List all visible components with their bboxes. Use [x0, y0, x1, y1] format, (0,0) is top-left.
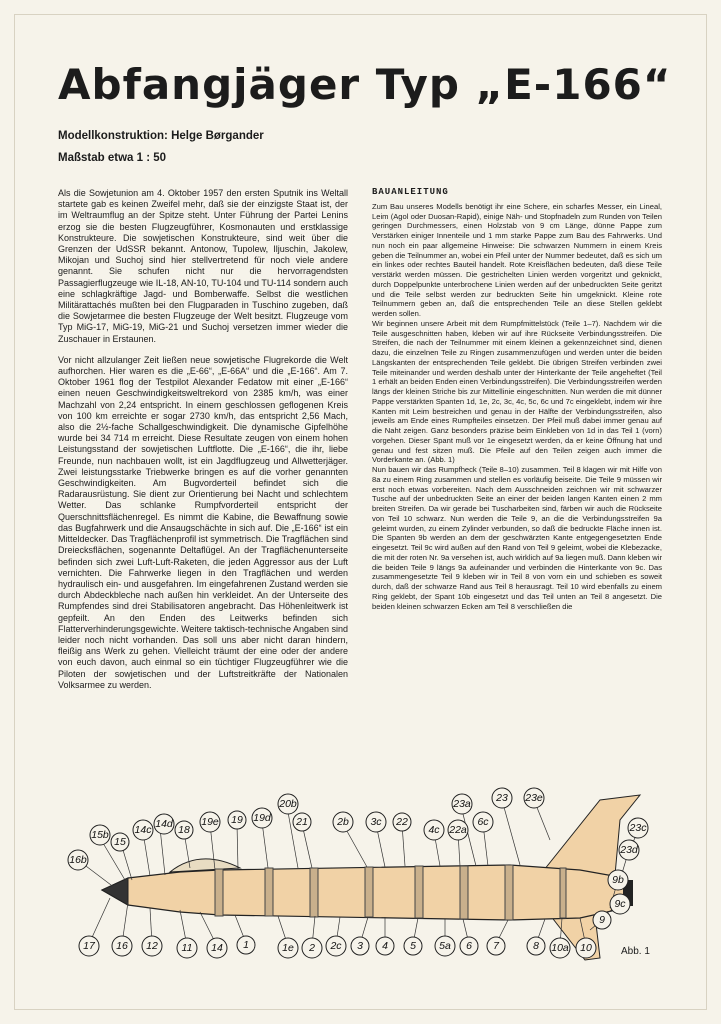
callout	[142, 936, 162, 956]
callout	[112, 936, 132, 956]
callout	[326, 936, 346, 956]
callout-label: 1e	[282, 942, 294, 954]
callouts-bottom	[79, 936, 596, 958]
callout	[252, 808, 272, 828]
callout	[302, 938, 322, 958]
callout-label: 23c	[629, 822, 647, 834]
intro-column	[58, 188, 348, 736]
callout-label: 17	[83, 940, 95, 952]
callout	[628, 818, 648, 838]
callout-label: 3c	[370, 816, 382, 828]
callout-label: 15	[114, 836, 126, 848]
callout-label: 3	[357, 940, 363, 952]
callout-label: 2	[309, 942, 315, 954]
callout-label: 5	[410, 940, 416, 952]
figure-caption: Abb. 1	[621, 946, 650, 957]
callout-label: 10a	[551, 942, 569, 954]
callout	[393, 813, 411, 831]
callout-label: 7	[493, 940, 499, 952]
callout-label: 23e	[525, 792, 543, 804]
callout-label: 23	[496, 792, 508, 804]
callout	[90, 825, 110, 845]
callout	[610, 894, 630, 914]
callout	[593, 911, 611, 929]
callout-label: 19d	[253, 812, 271, 824]
callout-label: 15b	[91, 829, 109, 841]
callout	[228, 811, 246, 829]
callout-label: 2c	[330, 940, 342, 952]
callout	[111, 833, 129, 851]
callout	[177, 938, 197, 958]
callout	[207, 938, 227, 958]
intro-paragraph: Als die Sowjetunion am 4. Oktober 1957 den ersten Sputnik ins Weltall startete gab es keinen Zweifel mehr, daß sie der einzigste Staat ist, der im Weltraumflug an der Spitze steht. Unter Führung der Partei Lenins erzog sie die besten Flugzeugführer, Kosmonauten und erstklassige Konstrukteure. Die sowjetischen Konstrukteure, sind weit über die Grenzen der UdSSR bekannt. Antonow, Tupolew, Iljuschin, Jakolew, Mikojan und Suchoj sind hier stellvertretend für noch viele andere genannt. Sie schufen nicht nur die hervorragendsten Passagierflugzeuge wie IL-18, AN-10, TU-104 und TU-114 sondern auch eine schlagkräftige Jagd- und Bomberwaffe. Selbst die westlichen Militärattachés mußten bei den Flugparaden in Tuschino zugeben, daß die Sowjetarmee die besten Flugzeuge der Welt besitzt. Flugzeuge vom Typ MiG-17, MiG-19, MiG-21 und Suchoj versetzen immer wieder die Zuschauer in Erstaunen.	[58, 188, 348, 344]
intro-paragraph: Vor nicht allzulanger Zeit ließen neue sowjetische Flugrekorde die Welt aufhorchen. Hier waren es die „E-66“, „E-66A“ und die „E-166“. Am 7. Oktober 1961 flog der Testpilot Alexander Fedatow mit einer „E-166“ einen neuen Geschwindigkeitsweltrekord von 2385 km/h, was einer Machzahl von 2,24 entspricht. In einem geschlossen geflogenen Kreis von 100 km erreichte er sogar 2730 km/h, das entspricht 2,56 Mach, also die 2½-fache Schallgeschwindigkeit. Die dynamische Gipfelhöhe wurde bei 34 714 m erreicht. Diese Resultate zeugen von einem hohen Leistungsstand der sowjetischen Luftflotte. Die „E-166“, die ihr, liebe Freunde, nun nachbauen wollt, ist ein Jagdflugzeug und Allwetterjäger. Zwei leistungsstarke Triebwerke bringen es auf die vorher genannten Geschwindigkeiten. Am Bugvorderteil befindet sich die Radarausrüstung. Sie dient zur Orientierung bei Nacht und schlechtem Wetter. Das schlanke Rumpfvorderteil entspricht der Querschnittsflächenregel. Es nimmt die Kabine, die Bewaffnung sowie das Bugfahrwerk und die Ansaugschächte in sich auf. Die „E-166“ ist ein Mitteldecker. Das Tragflächenprofil ist symmetrisch. Die Tragflächen sind Dreiecksflächen, sogenannte Deltaflügel. An der Tragflächenunterseite befinden sich zwei Luft-Luft-Raketen, die jeden Aggressor aus der Luft vernichten. Die Fahrwerke liegen in den Tragflächen und werden hydraulisch ein- und ausgefahren. Im eingefahrenen Zustand werden sie durch Abdeckbleche nach außen hin verkleidet. An der Unterseite des Rumpfendes sind drei Stabilisatoren angebracht. Das Höhenleitwerk ist gepfeilt. An den Enden des Leitwerks befinden sich Flatterverhinderungsgewichte. Weitere taktisch-technische Angaben sind leider noch nicht vorhanden. Das soll uns aber nicht daran hindern, fleißig ans Werk zu gehen. Vielleicht träumt der eine oder der andere von euch davon, auch einmal so ein tüchtiger Flugzeugführer wie die Piloten der sowjetischen und der Luftstreitkräfte der Nationalen Volksarmee zu werden.	[58, 354, 348, 690]
callout-label: 14	[211, 942, 223, 954]
callout	[154, 814, 174, 834]
callout-label: 12	[146, 940, 158, 952]
callout-label: 6	[466, 940, 472, 952]
callout	[492, 788, 512, 808]
callout	[487, 937, 505, 955]
callout	[424, 820, 444, 840]
callout-label: 22a	[449, 824, 467, 836]
callout-label: 11	[181, 942, 193, 954]
instruction-paragraph: Zum Bau unseres Modells benötigt ihr eine Schere, ein scharfes Messer, ein Lineal, Leim (Agol oder Duosan-Rapid), einige Näh- und Stopfnadeln zum Runden von Teilen geringen Durchmessers, einen Holzstab von 9 cm Länge, dünne Pappe zum Verstärken einiger Innenteile und 1 mm starke Pappe zum Bau des Fahrwerks. Und nun noch ein paar allgemeine Hinweise: Die schwarzen Nummern in einem Kreis geben die Teilnummer an, wobei ein Pfeil unter der Nummer bedeutet, daß es sich um ein linkes oder rechtes Bauteil handelt. Rote Kreisflächen bedeuten, daß diese Teile verstärkt werden müssen. Die gestrichelten Linien werden vorgeritzt und geknickt, durch Doppelpunkte unterbrochene Linien werden auf der unbedruckten Seite geritzt und die Teile selbst werden zur bedruckten Seite hin umgeknickt. Kleine rote Teilnummern geben an, daß die entsprechenden Teile an diese Stellen geklebt werden sollen.	[372, 201, 662, 318]
callout-label: 18	[178, 824, 190, 836]
callout	[366, 812, 386, 832]
callout	[619, 840, 639, 860]
callout-label: 19	[231, 814, 243, 826]
callout	[376, 937, 394, 955]
callout-label: 6c	[477, 816, 489, 828]
callout	[175, 821, 193, 839]
callout	[448, 820, 468, 840]
callout-label: 23d	[620, 844, 638, 856]
callout	[200, 812, 220, 832]
instructions-column	[372, 188, 662, 738]
callout-label: 14d	[155, 818, 173, 830]
aircraft-diagram	[40, 780, 690, 1000]
callout	[460, 937, 478, 955]
callout-label: 14c	[134, 824, 152, 836]
callout	[293, 813, 311, 831]
callout	[550, 938, 570, 958]
callout	[133, 820, 153, 840]
instruction-paragraph: Nun bauen wir das Rumpfheck (Teile 8–10) zusammen. Teil 8 klagen wir mit Hilfe von 8a zu einem Ring zusammen und stellen es vorläufig beiseite. Die Teile 9 müssen wir erst noch etwas vorbereiten. Nach dem Ausschneiden zeichnen wir mit schwarzer Tusche auf der unbedruckten Seite an einer der beiden langen Kanten einen 2 mm breiten Streifen. Da wir gerade bei Tuscharbeiten sind, färben wir auch die Rückseite von Teil 10 schwarz. Nun werden die Teile 9, an die die Verbindungsstreifen 9a geleimt wurden, zu einem Zylinder verbunden, so daß die bedruckte Fläche innen ist. Die Spanten 9b werden an dem der geschwärzten Kante entgegengesetzten Ende eingesetzt. Teil 9c wird außen auf den Rand von Teil 9 geleimt, wobei die Klebezacke, die mit der roten Nr. 9a versehen ist, auch wirklich auf 9a liegen muß. Dann kleben wir die beiden Teile 9 längs 9a aufeinander und verbinden die Hinterkante von 9c. Das zusammengesetzte Teil 9 kleben wir in Teil 8 von vorn ein und schieben es soweit durch, daß der schwarze Rand aus Teil 8 herausragt. Teil 10 wird ebenfalls zu einem Ring geklebt, der Spant 10b eingesetzt und das Teil unten an Teil 8 angesetzt. Die beiden kleinen schwarzen Ecken am Teil 8 verschließen die	[372, 465, 662, 611]
callout	[278, 938, 298, 958]
callout-label: 21	[296, 816, 308, 828]
callout-label: 9	[599, 914, 605, 926]
callout	[452, 794, 472, 814]
callout-label: 20b	[279, 798, 297, 810]
callout	[524, 788, 544, 808]
scale-note: Maßstab etwa 1 : 50	[58, 152, 167, 164]
callout	[576, 938, 596, 958]
callout	[351, 937, 369, 955]
callout-label: 16	[116, 940, 128, 952]
callout	[278, 794, 298, 814]
callout	[237, 936, 255, 954]
callout-label: 9c	[614, 898, 626, 910]
callout-label: 16b	[69, 854, 87, 866]
construction-credit: Modellkonstruktion: Helge Børgander	[58, 130, 264, 142]
callout	[68, 850, 88, 870]
callout	[435, 936, 455, 956]
callout-label: 8	[533, 940, 539, 952]
callout-label: 9b	[612, 874, 624, 886]
callout	[333, 812, 353, 832]
callout-label: 4c	[428, 824, 440, 836]
callout	[473, 812, 493, 832]
callout	[608, 870, 628, 890]
callout	[79, 936, 99, 956]
callout-label: 10	[580, 942, 592, 954]
nose-cone	[102, 878, 128, 905]
callout-label: 2b	[337, 816, 349, 828]
callout	[527, 937, 545, 955]
instructions-heading: BAUANLEITUNG	[372, 188, 449, 197]
callout-label: 4	[382, 940, 388, 952]
callout-label: 23a	[453, 798, 471, 810]
page-title: Abfangjäger Typ „E-166“	[58, 60, 672, 109]
callout-label: 1	[243, 939, 249, 951]
instruction-paragraph: Wir beginnen unsere Arbeit mit dem Rumpfmittelstück (Teile 1–7). Nachdem wir die Teile ausgeschnitten haben, kleben wir auf ihre Rückseite Verbindungsstreifen. Die Streifen, die nach der Teilnummer mit einem kleinen a gekennzeichnet sind, dienen dazu, die einzelnen Teile zu Ringen zusammenzufügen und werden unter die beiden Längskanten der entsprechenden Teile geklebt. Die übrigen Streifen verbinden zwei Teile miteinander und werden deshalb unter der Hinterkante der Teile angeheftet (Teil 1 erhält an beiden Enden einen Verbindungsstreifen). Die Verbindungsstreifen werden längs der kleinen Striche bis zur Mittellinie eingeschnitten. Nun werden die mit dünner Pappe verstärkten Spanten 1d, 1e, 2c, 3c, 4c, 5c, 6c und 7c eingeklebt, indem wir ihre Kanten mit Leim bestreichen und genau in der Hälfte der Verbindungsstreifen, also jeweils am Ende eines Rumpfteiles einsetzen. Der Pfeil muß dabei immer genau auf die Naht zeigen. Ganz besonders präzise beim Einkleben von 1d in das Teil 1 (vorn) vorgehen. Dieser Spant muß vor 1e eingesetzt werden, da er keine Öffnung hat und genau und fest sitzen muß. Die Pfeile auf den Teilen zeigen auch immer die Vorderkante an. (Abb. 1)	[372, 318, 662, 465]
callout-label: 22	[396, 816, 408, 828]
callout-label: 5a	[439, 940, 451, 952]
callout-label: 19e	[201, 816, 219, 828]
callout	[404, 937, 422, 955]
